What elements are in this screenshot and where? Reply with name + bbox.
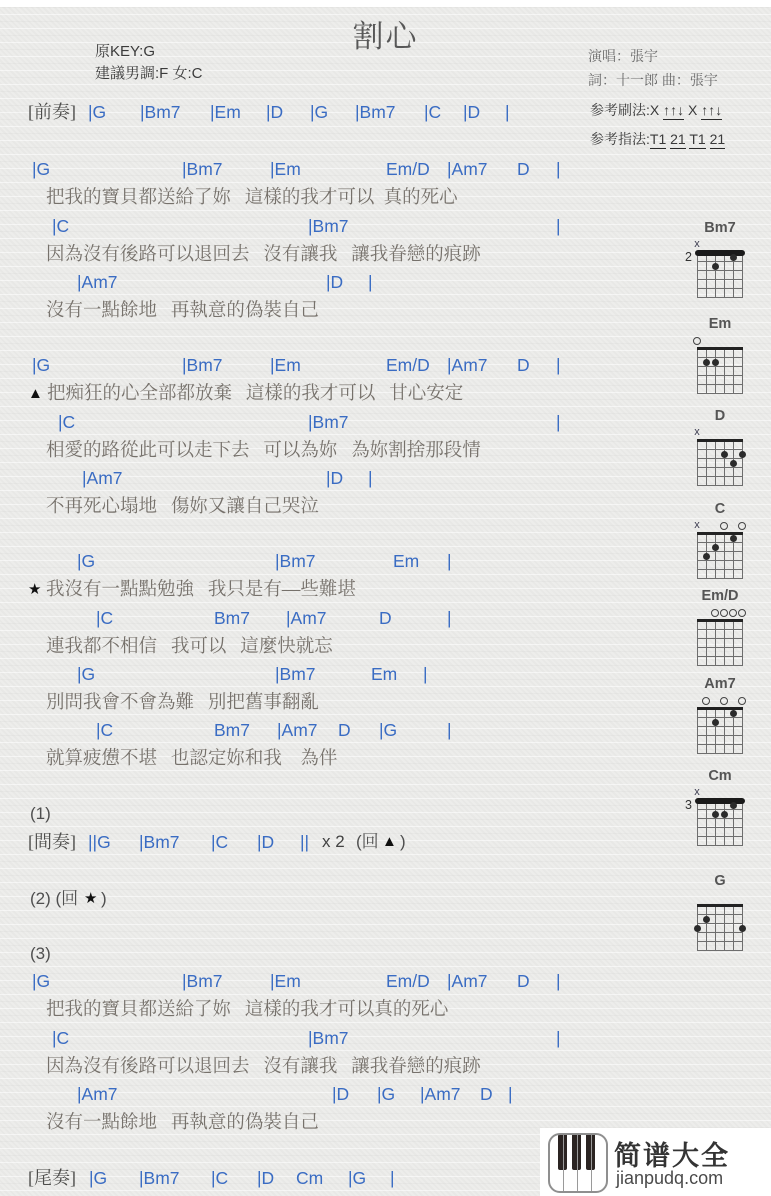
chord-token: Bm7: [214, 608, 250, 628]
string-markers: [697, 891, 743, 904]
chord-token: |: [556, 1028, 561, 1048]
chord-token: |G: [89, 1168, 108, 1188]
repeat-marker: ★: [28, 581, 42, 598]
chord-token: Em: [393, 551, 420, 571]
score-line: [0, 466, 771, 490]
finger-dot: [703, 916, 710, 923]
string-markers: [697, 334, 743, 347]
chord-token: |: [556, 971, 561, 991]
chord-token: |D: [257, 1168, 275, 1188]
string-markers: [697, 694, 743, 707]
lyric-text: 因為沒有後路可以退回去 沒有讓我 讓我眷戀的痕跡: [46, 245, 481, 265]
lyric-text: 因為沒有後路可以退回去 沒有讓我 讓我眷戀的痕跡: [46, 1057, 481, 1077]
score-line: [0, 439, 771, 463]
finger-dot: [730, 535, 737, 542]
score-line: [0, 382, 771, 406]
chord-token: |G: [310, 102, 329, 122]
chord-token: |: [368, 272, 373, 292]
note-text: (3): [30, 944, 51, 963]
chord-token: |C: [52, 1028, 70, 1048]
chord-token: |Em: [270, 355, 301, 375]
chord-token: |: [447, 551, 452, 571]
chord-diagram-em-d: [697, 588, 743, 668]
chord-token: |: [556, 355, 561, 375]
chord-token: Em/D: [386, 159, 430, 179]
lyric-text: 沒有一點餘地 再執意的偽裝自己: [46, 1113, 319, 1133]
chord-token: |: [368, 468, 373, 488]
strum-ref-part: X: [684, 102, 702, 118]
strum-ref-part: 参考刷法:X: [590, 102, 664, 118]
original-key: 原KEY:G: [95, 43, 156, 60]
chord-token: Em/D: [386, 971, 430, 991]
score-line: [0, 662, 771, 686]
chord-token: |: [505, 102, 510, 122]
score-line: [0, 495, 771, 519]
chord-token: |Am7: [447, 159, 488, 179]
chord-token: |Em: [270, 159, 301, 179]
chord-token: |Am7: [82, 468, 123, 488]
chord-token: |Am7: [77, 272, 118, 292]
chord-token: |Em: [270, 971, 301, 991]
chord-diagram-name: Bm7: [704, 220, 736, 236]
chord-diagram-name: Cm: [708, 768, 732, 784]
chord-token: Bm7: [214, 720, 250, 740]
lyric-text: 不再死心塌地 傷妳又讓自己哭泣: [46, 497, 319, 517]
repeat-marker: ★: [84, 890, 98, 907]
chord-diagram-em: [697, 316, 743, 396]
barre-bar: [695, 250, 745, 256]
finger-dot: [730, 710, 737, 717]
finger-dot: [712, 544, 719, 551]
chord-token: |: [556, 216, 561, 236]
score-line: [0, 549, 771, 573]
fretboard-grid: [697, 348, 743, 394]
chord-token: |C: [211, 1168, 229, 1188]
fret-number-label: 3: [685, 798, 692, 812]
chord-token: |G: [379, 720, 398, 740]
singer-credit: 演唱：張宇: [588, 48, 658, 64]
site-domain: jianpudq.com: [616, 1168, 724, 1188]
finger-dot: [730, 460, 737, 467]
chord-token: Cm: [296, 1168, 324, 1188]
chord-token: |G: [32, 971, 51, 991]
section-label: [間奏]: [28, 832, 76, 852]
chord-token: |Bm7: [275, 664, 316, 684]
open-string-marker: [738, 697, 746, 705]
lyric-text: 連我都不相信 我可以 這麼快就忘: [46, 637, 333, 657]
score-line: [0, 635, 771, 659]
nut-line: [697, 904, 743, 907]
score-line: [0, 747, 771, 771]
chord-token: |Am7: [420, 1084, 461, 1104]
open-string-marker: [720, 522, 728, 530]
nut-line: [697, 532, 743, 535]
chord-token: |G: [348, 1168, 367, 1188]
score-line: [0, 299, 771, 323]
open-string-marker: [711, 609, 719, 617]
chord-diagram-name: Em/D: [701, 588, 739, 604]
chord-token: |G: [77, 551, 96, 571]
nut-line: [697, 347, 743, 350]
chord-token: |G: [77, 664, 96, 684]
lyric-text: 別問我會不會為難 別把舊事翻亂: [46, 693, 319, 713]
chord-token: |C: [424, 102, 442, 122]
nut-line: [697, 439, 743, 442]
chord-token: ||: [300, 832, 310, 852]
open-string-marker: [729, 609, 737, 617]
song-title: 割心: [352, 19, 419, 54]
chord-diagram-name: Am7: [704, 676, 736, 692]
chord-token: |D: [326, 272, 344, 292]
chord-token: |: [423, 664, 428, 684]
chord-token: |Am7: [286, 608, 327, 628]
finger-ref-part: [706, 131, 710, 147]
chord-token: D: [379, 608, 392, 628]
chord-token: |Bm7: [308, 412, 349, 432]
score-line: [0, 100, 771, 124]
chord-token: |Em: [210, 102, 241, 122]
chord-diagram-name: D: [714, 408, 726, 424]
score-line: [0, 691, 771, 715]
chord-diagram-g: [697, 873, 743, 953]
note-text: ): [101, 889, 107, 908]
chord-token: |Bm7: [139, 832, 180, 852]
chord-token: D: [517, 355, 530, 375]
string-markers: [694, 426, 743, 439]
chord-token: |: [508, 1084, 513, 1104]
chord-token: |Am7: [277, 720, 318, 740]
fret-number-label: 2: [685, 250, 692, 264]
finger-ref-underlined-part: 21: [709, 131, 726, 147]
open-string-marker: [702, 697, 710, 705]
chord-token: |Am7: [77, 1084, 118, 1104]
chord-token: |: [390, 1168, 395, 1188]
finger-dot: [730, 802, 737, 809]
section-label: [尾奏]: [28, 1168, 76, 1188]
finger-ref-underlined-part: T1: [649, 131, 667, 147]
fingerpicking-reference: [590, 129, 725, 149]
nut-line: [697, 619, 743, 622]
finger-dot: [703, 553, 710, 560]
chord-token: |C: [211, 832, 229, 852]
chord-token: D: [480, 1084, 493, 1104]
finger-dot: [739, 925, 746, 932]
repeat-marker: ▲: [382, 833, 397, 850]
finger-dot: [712, 359, 719, 366]
chord-token: |Bm7: [139, 1168, 180, 1188]
chord-token: |D: [332, 1084, 350, 1104]
score-line: [0, 186, 771, 210]
nut-line: [697, 707, 743, 710]
chord-token: |: [447, 608, 452, 628]
finger-dot: [730, 254, 737, 261]
muted-string-marker: x: [694, 238, 700, 250]
chord-token: |C: [52, 216, 70, 236]
chord-token: |C: [96, 720, 114, 740]
score-line: [0, 887, 771, 911]
finger-ref-underlined-part: T1: [689, 131, 706, 147]
section-label: [前奏]: [28, 102, 76, 122]
score-line: [0, 969, 771, 993]
chord-token: |Bm7: [182, 355, 223, 375]
score-line: [0, 802, 771, 826]
score-line: [0, 718, 771, 742]
strum-ref-underlined-part: ↑↑↓: [663, 102, 685, 118]
lyric-text: 我沒有一點點勉強 我只是有—些難堪: [46, 580, 356, 600]
open-string-marker: [738, 522, 746, 530]
chord-token: Em: [371, 664, 398, 684]
chord-token: D: [517, 971, 530, 991]
chord-token: |Bm7: [182, 971, 223, 991]
chord-token: |D: [463, 102, 481, 122]
chord-diagram-am7: [697, 676, 743, 756]
note-text: ): [400, 832, 406, 851]
finger-dot: [712, 719, 719, 726]
note-text: (回: [356, 832, 379, 851]
chord-token: |G: [88, 102, 107, 122]
chord-token: |D: [257, 832, 275, 852]
strum-ref-underlined-part: ↑↑↓: [701, 102, 723, 118]
chord-token: |C: [58, 412, 76, 432]
finger-dot: [694, 925, 701, 932]
finger-dot: [739, 451, 746, 458]
chord-token: |: [447, 720, 452, 740]
chord-token: |: [556, 159, 561, 179]
chord-token: |Am7: [447, 355, 488, 375]
chord-token: |D: [266, 102, 284, 122]
chord-token: ||G: [88, 832, 111, 852]
chord-token: |Bm7: [140, 102, 181, 122]
score-line: [0, 578, 771, 602]
note-text: (2) (回: [30, 889, 79, 908]
lyric-text: 沒有一點餘地 再執意的偽裝自己: [46, 301, 319, 321]
muted-string-marker: x: [694, 786, 700, 798]
muted-string-marker: x: [694, 426, 700, 438]
finger-dot: [721, 451, 728, 458]
lyric-text: 就算疲憊不堪 也認定妳和我 為伴: [46, 749, 338, 769]
finger-ref-underlined-part: 21: [670, 131, 686, 147]
chord-diagram-c: [694, 501, 743, 581]
score-line: [0, 998, 771, 1022]
score-line: [0, 1026, 771, 1050]
open-string-marker: [738, 609, 746, 617]
chord-token: |: [556, 412, 561, 432]
score-line: [0, 942, 771, 966]
top-white-strip: [0, 0, 771, 7]
finger-dot: [712, 811, 719, 818]
chord-token: |C: [96, 608, 114, 628]
score-line: [0, 1082, 771, 1106]
score-line: [0, 270, 771, 294]
chord-token: |Bm7: [308, 1028, 349, 1048]
finger-dot: [712, 263, 719, 270]
chord-diagram-bm7: [685, 220, 743, 300]
fretboard-grid: [697, 620, 743, 666]
score-line: [0, 157, 771, 181]
lyric-text: 相愛的路從此可以走下去 可以為妳 為妳割捨那段情: [46, 441, 481, 461]
chord-diagram-name: G: [714, 873, 726, 889]
site-logo: [540, 1128, 771, 1196]
chord-token: |G: [32, 159, 51, 179]
string-markers: [694, 519, 743, 532]
barre-bar: [695, 798, 745, 804]
finger-dot: [703, 359, 710, 366]
open-string-marker: [720, 697, 728, 705]
chord-token: D: [517, 159, 530, 179]
open-string-marker: [720, 609, 728, 617]
lyric-text: 把我的寶貝都送給了妳 這樣的我才可以真的死心: [46, 1000, 449, 1020]
chord-diagram-name: C: [714, 501, 726, 517]
chord-diagram-cm: [685, 768, 743, 848]
score-line: [0, 410, 771, 434]
string-markers: [697, 606, 743, 619]
suggested-key: 建議男調:F 女:C: [95, 65, 203, 82]
repeat-marker: ▲: [28, 385, 43, 402]
muted-string-marker: x: [694, 519, 700, 531]
score-line: [0, 830, 771, 854]
score-line: [0, 606, 771, 630]
chord-token: |G: [377, 1084, 396, 1104]
repeat-text: x 2: [322, 832, 345, 851]
score-line: [0, 243, 771, 267]
chord-token: |Am7: [447, 971, 488, 991]
open-string-marker: [693, 337, 701, 345]
chord-diagram-d: [694, 408, 743, 488]
finger-ref-part: 参考指法:: [590, 131, 650, 147]
chord-token: |Bm7: [308, 216, 349, 236]
chord-diagram-name: Em: [708, 316, 732, 332]
chord-token: Em/D: [386, 355, 430, 375]
piano-keys-icon: [548, 1133, 608, 1193]
finger-dot: [721, 811, 728, 818]
chord-token: |D: [326, 468, 344, 488]
chord-token: |Bm7: [355, 102, 396, 122]
chord-token: |G: [32, 355, 51, 375]
site-name: 简谱大全: [614, 1141, 730, 1171]
chord-token: |Bm7: [275, 551, 316, 571]
score-line: [0, 353, 771, 377]
chord-token: |Bm7: [182, 159, 223, 179]
lyric-text: 把痴狂的心全部都放棄 這樣的我才可以 甘心安定: [47, 384, 464, 404]
score-line: [0, 1055, 771, 1079]
score-line: [0, 214, 771, 238]
lyricist-composer-credit: 詞：十一郎 曲：張宇: [588, 72, 718, 88]
note-text: (1): [30, 804, 51, 823]
chord-token: D: [338, 720, 351, 740]
lyric-text: 把我的寶貝都送給了妳 這樣的我才可以 真的死心: [46, 188, 458, 208]
fretboard-grid: [697, 905, 743, 951]
